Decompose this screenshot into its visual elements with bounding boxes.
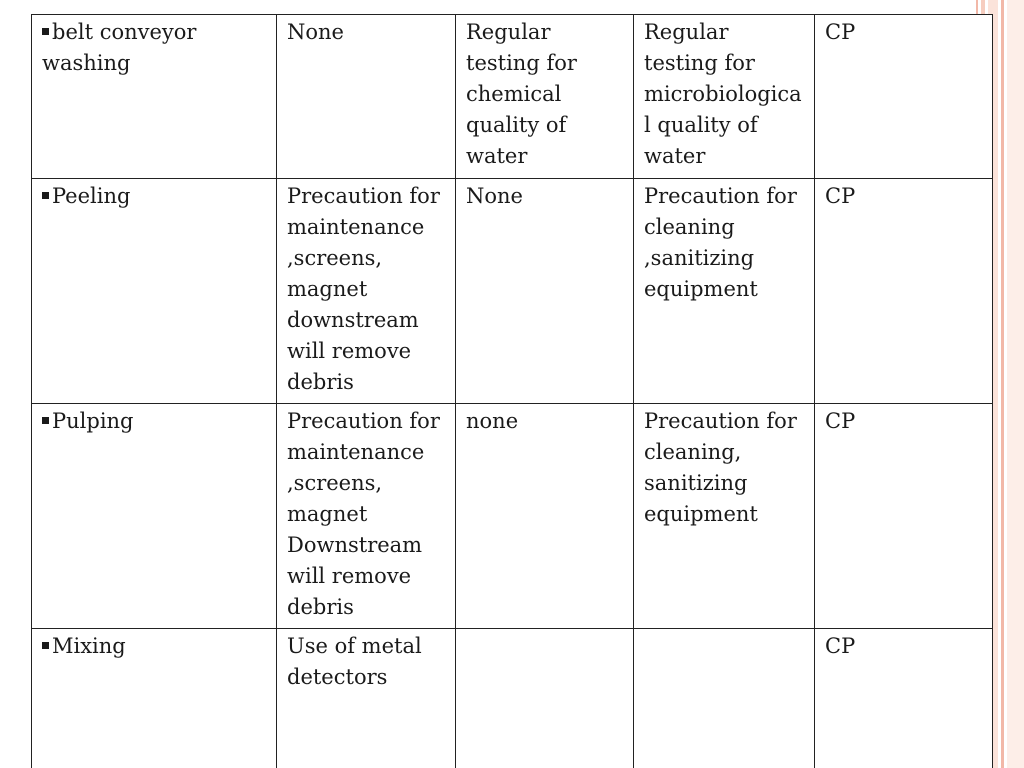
biological-hazard-cell: Precaution for cleaning ,sanitizing equipment — [634, 179, 815, 404]
square-bullet-icon — [42, 642, 49, 649]
control-point-cell: CP — [815, 15, 993, 179]
control-point-cell: CP — [815, 629, 993, 768]
process-step-cell — [32, 629, 277, 768]
table-row — [32, 404, 993, 629]
process-step-cell — [32, 15, 277, 179]
decorative-stripe — [1007, 0, 1024, 768]
physical-hazard-cell: Precaution for maintenance ,screens, magnet downstream will remove debris — [277, 179, 456, 404]
process-step-cell — [32, 404, 277, 629]
table-row — [32, 15, 993, 179]
biological-hazard-cell — [634, 629, 815, 768]
haccp-table — [31, 14, 993, 768]
table-row — [32, 179, 993, 404]
physical-hazard-cell: None — [277, 15, 456, 179]
physical-hazard-cell: Precaution for maintenance ,screens, magnet Downstream will remove debris — [277, 404, 456, 629]
chemical-hazard-cell: Regular testing for chemical quality of water — [456, 15, 634, 179]
square-bullet-icon — [42, 192, 49, 199]
process-step-label: belt conveyor washing — [42, 20, 197, 75]
process-step-label: Peeling — [52, 184, 131, 208]
control-point-cell: CP — [815, 404, 993, 629]
square-bullet-icon — [42, 28, 49, 35]
process-step-label: Pulping — [52, 409, 134, 433]
physical-hazard-cell: Use of metal detectors — [277, 629, 456, 768]
chemical-hazard-cell: none — [456, 404, 634, 629]
decorative-stripe — [1001, 0, 1004, 768]
process-step-cell — [32, 179, 277, 404]
chemical-hazard-cell: None — [456, 179, 634, 404]
table-row — [32, 629, 993, 768]
process-step-label: Mixing — [52, 634, 126, 658]
chemical-hazard-cell — [456, 629, 634, 768]
square-bullet-icon — [42, 417, 49, 424]
control-point-cell: CP — [815, 179, 993, 404]
biological-hazard-cell: Regular testing for microbiologica l quality of water — [634, 15, 815, 179]
biological-hazard-cell: Precaution for cleaning, sanitizing equipment — [634, 404, 815, 629]
